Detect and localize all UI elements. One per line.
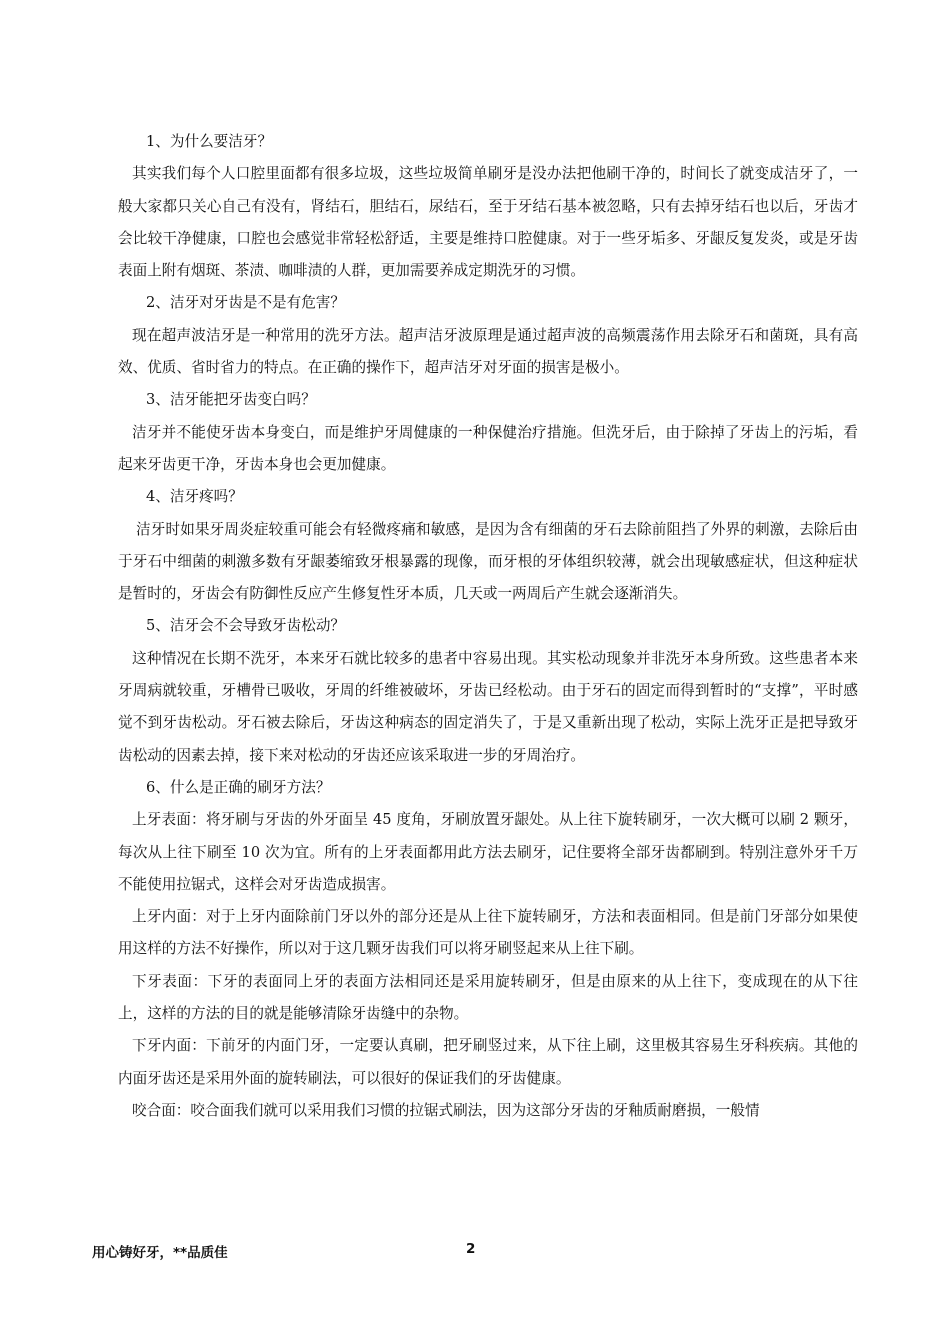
question-heading: 1、为什么要洁牙？ — [146, 133, 273, 150]
question-heading: 6、什么是正确的刷牙方法？ — [146, 778, 331, 796]
question-heading: 3、洁牙能把牙齿变白吗？ — [146, 391, 316, 409]
answer-paragraph: 下牙表面：下牙的表面同上牙的表面方法相同还是采用旋转刷牙，但是由原来的从上往下，变成现在的从下往上，这样的方法的目的就是能够清除牙齿缝中的杂物。 — [118, 972, 858, 1023]
question-heading: 5、洁牙会不会导致牙齿松动？ — [146, 617, 346, 635]
footer-slogan: 用心铸好牙，**品质佳 — [92, 1245, 228, 1261]
answer-paragraph: 现在超声波洁牙是一种常用的洗牙方法。超声洁牙波原理是通过超声波的高频震荡作用去除牙石和菌斑，具有高效、优质、省时省力的特点。在正确的操作下，超声洁牙对牙面的损害是极小。 — [118, 326, 858, 377]
answer-paragraph: 洁牙时如果牙周炎症较重可能会有轻微疼痛和敏感，是因为含有细菌的牙石去除前阻挡了外界的刺激，去除后由于牙石中细菌的刺激多数有牙龈萎缩致牙根暴露的现像，而牙根的牙体组织较薄，就会出现敏感症状，但这种症状是暂时的，牙齿会有防御性反应产生修复性牙本质，几天或一两周后产生就会逐渐消失。 — [118, 520, 858, 603]
page-number: 2 — [466, 1241, 476, 1257]
document-body — [118, 126, 858, 1127]
answer-paragraph: 上牙内面：对于上牙内面除前门牙以外的部分还是从上往下旋转刷牙，方法和表面相同。但是前门牙部分如果使用这样的方法不好操作，所以对于这几颗牙齿我们可以将牙刷竖起来从上往下刷。 — [118, 908, 858, 958]
answer-paragraph: 其实我们每个人口腔里面都有很多垃圾，这些垃圾简单刷牙是没办法把他刷干净的，时间长了就变成洁牙了，一般大家都只关心自己有没有，肾结石，胆结石，尿结石，至于牙结石基本被忽略，只有去掉牙结石也以后，牙齿才会比较干净健康，口腔也会感觉非常轻松舒适，主要是维持口腔健康。对于一些牙垢多、牙龈反复发炎，或是牙齿表面上附有烟斑、茶渍、咖啡渍的人群，更加需要养成定期洗牙的习惯。 — [118, 165, 858, 280]
question-heading: 4、洁牙疼吗？ — [146, 488, 243, 506]
answer-paragraph: 这种情况在长期不洗牙，本来牙石就比较多的患者中容易出现。其实松动现象并非洗牙本身所致。这些患者本来牙周病就较重，牙槽骨已吸收，牙周的纤维被破坏，牙齿已经松动。由于牙石的固定而得到暂时的“支撑”，平时感觉不到牙齿松动。牙石被去除后，牙齿这种病态的固定消失了，于是又重新出现了松动，实际上洗牙正是把导致牙齿松动的因素去掉，接下来对松动的牙齿还应该采取进一步的牙周治疗。 — [118, 649, 858, 764]
answer-paragraph: 下牙内面：下前牙的内面门牙，一定要认真刷，把牙刷竖过来，从下往上刷，这里极其容易生牙科疾病。其他的内面牙齿还是采用外面的旋转刷法，可以很好的保证我们的牙齿健康。 — [118, 1037, 858, 1087]
answer-paragraph: 上牙表面：将牙刷与牙齿的外牙面呈 45 度角，牙刷放置牙龈处。从上往下旋转刷牙，一次大概可以刷 2 颗牙，每次从上往下刷至 10 次为宜。所有的上牙表面都用此方法去刷牙，记住要将全部牙齿都刷到。特别注意外牙千万不能使用拉锯式，这样会对牙齿造成损害。 — [118, 811, 858, 893]
answer-paragraph: 咬合面：咬合面我们就可以采用我们习惯的拉锯式刷法，因为这部分牙齿的牙釉质耐磨损，一般情 — [132, 1101, 760, 1119]
answer-paragraph: 洁牙并不能使牙齿本身变白，而是维护牙周健康的一种保健治疗措施。但洗牙后，由于除掉了牙齿上的污垢，看起来牙齿更干净，牙齿本身也会更加健康。 — [118, 423, 858, 473]
question-heading: 2、洁牙对牙齿是不是有危害？ — [146, 294, 346, 312]
